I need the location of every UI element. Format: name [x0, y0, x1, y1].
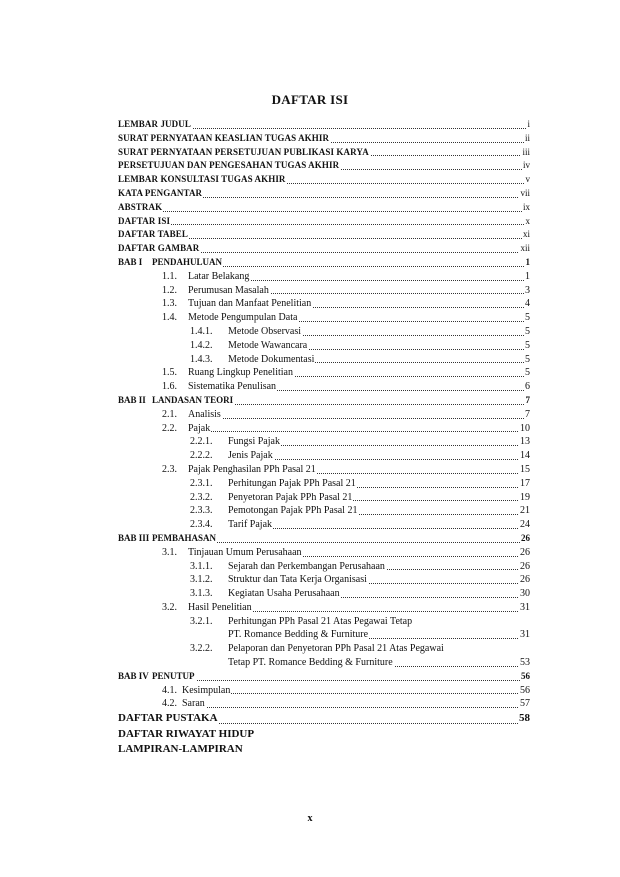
toc-entry: DAFTAR TABEL xi: [118, 228, 530, 242]
toc-entry: SURAT PERNYATAAN PERSETUJUAN PUBLIKASI KARYA iii: [118, 146, 530, 160]
toc-entry: LEMBAR KONSULTASI TUGAS AKHIR v: [118, 173, 530, 187]
section-entry: 1.3. Tujuan dan Manfaat Penelitian 4: [162, 298, 530, 310]
subsection-entry-line1: 3.2.2. Pelaporan dan Penyetoran PPh Pasal 21 Atas Pegawai: [190, 643, 444, 655]
subsection-entry: 2.2.1. Fungsi Pajak 13: [190, 436, 530, 448]
section-entry: 3.1. Tinjauan Umum Perusahaan 26: [162, 546, 530, 558]
section-entry: 2.2. Pajak 10: [162, 422, 530, 434]
toc-entry-riwayat: DAFTAR RIWAYAT HIDUP: [118, 727, 530, 743]
section-entry: 1.4. Metode Pengumpulan Data 5: [162, 312, 530, 324]
chapter-entry: BAB I PENDAHULUAN 1: [118, 256, 530, 270]
toc-entry: KATA PENGANTAR vii: [118, 187, 530, 201]
subsection-entry: 3.1.1. Sejarah dan Perkembangan Perusahaan 26: [190, 560, 530, 572]
chapter-entry: BAB III PEMBAHASAN 26: [118, 532, 530, 546]
page-number: x: [307, 813, 313, 824]
subsection-entry: 2.3.3. Pemotongan Pajak PPh Pasal 21 21: [190, 505, 530, 517]
subsection-entry: 1.4.1. Metode Observasi 5: [190, 325, 530, 337]
subsection-entry-line1: 3.2.1. Perhitungan PPh Pasal 21 Atas Pegawai Tetap: [190, 615, 413, 627]
chapter-entry: BAB IV PENUTUP 56: [118, 670, 530, 684]
subsection-entry: 2.3.4. Tarif Pajak 24: [190, 519, 530, 531]
toc-entry-pustaka: DAFTAR PUSTAKA 58: [118, 711, 530, 727]
page-title: DAFTAR ISI: [271, 92, 349, 107]
subsection-entry: 3.1.3. Kegiatan Usaha Perusahaan 30: [190, 588, 530, 600]
toc-entry-lampiran: LAMPIRAN-LAMPIRAN: [118, 742, 530, 758]
table-of-contents: [118, 118, 530, 758]
section-entry: 2.3. Pajak Penghasilan PPh Pasal 21 15: [162, 463, 530, 475]
toc-entry: PERSETUJUAN DAN PENGESAHAN TUGAS AKHIR iv: [118, 159, 530, 173]
section-entry: 1.6. Sistematika Penulisan 6: [162, 381, 530, 393]
section-entry: 1.1. Latar Belakang 1: [162, 270, 530, 282]
subsection-entry-line2: PT. Romance Bedding & Furniture 31: [228, 629, 530, 641]
subsection-entry: 2.2.2. Jenis Pajak 14: [190, 450, 530, 462]
section-entry: 1.2. Perumusan Masalah 3: [162, 284, 530, 296]
section-entry: 3.2. Hasil Penelitian 31: [162, 601, 530, 613]
chapter-entry: BAB II LANDASAN TEORI 7: [118, 394, 530, 408]
toc-entry: ABSTRAK ix: [118, 201, 530, 215]
toc-entry: LEMBAR JUDUL i: [118, 118, 530, 132]
toc-entry: SURAT PERNYATAAN KEASLIAN TUGAS AKHIR ii: [118, 132, 530, 146]
subsection-entry: 2.3.2. Penyetoran Pajak PPh Pasal 21 19: [190, 491, 530, 503]
subsection-entry: 3.1.2. Struktur dan Tata Kerja Organisasi 26: [190, 574, 530, 586]
subsection-entry-line2: Tetap PT. Romance Bedding & Furniture 53: [228, 657, 530, 669]
section-entry: 4.2. Saran 57: [162, 698, 530, 710]
section-entry: 2.1. Analisis 7: [162, 408, 530, 420]
subsection-entry: 1.4.2. Metode Wawancara 5: [190, 339, 530, 351]
subsection-entry: 1.4.3. Metode Dokumentasi 5: [190, 353, 530, 365]
section-entry: 4.1. Kesimpulan 56: [162, 684, 530, 696]
toc-entry: DAFTAR ISI x: [118, 215, 530, 229]
section-entry: 1.5. Ruang Lingkup Penelitian 5: [162, 367, 530, 379]
subsection-entry: 2.3.1. Perhitungan Pajak PPh Pasal 21 17: [190, 477, 530, 489]
toc-entry: DAFTAR GAMBAR xii: [118, 242, 530, 256]
